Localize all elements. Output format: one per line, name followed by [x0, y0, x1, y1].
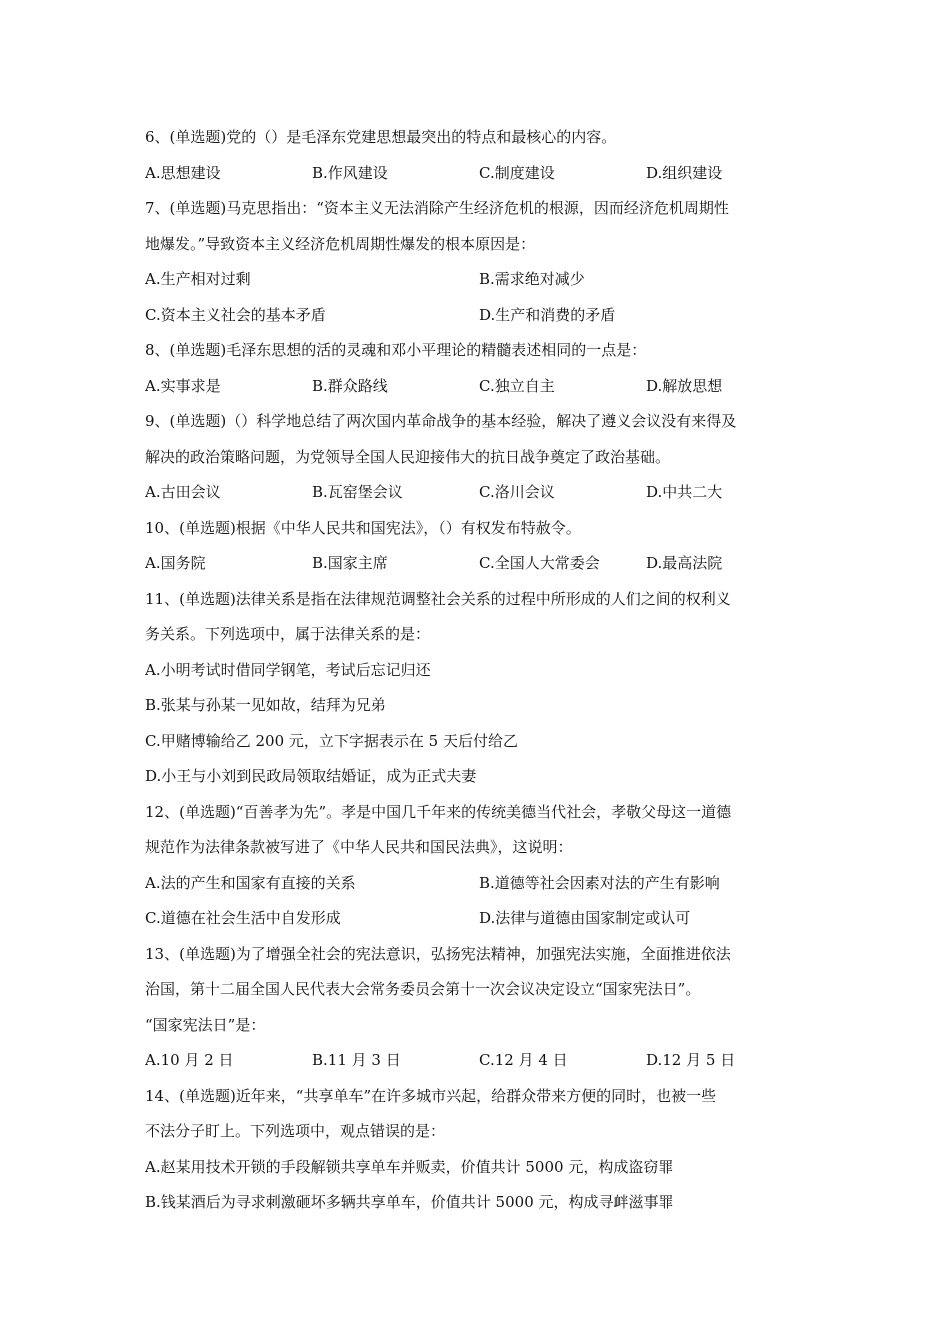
- option-d: D.组织建设: [646, 163, 723, 182]
- option-d: D.12 月 5 日: [646, 1051, 736, 1069]
- question-11-stem-line-1: 11、(单选题)法律关系是指在法律规范调整社会关系的过程中所形成的人们之间的权利义: [145, 589, 731, 608]
- option-a: A.思想建设: [145, 163, 221, 182]
- question-6-stem: 6、(单选题)党的（）是毛泽东党建思想最突出的特点和最核心的内容。: [145, 128, 617, 146]
- question-11-option-b: B.张某与孙某一见如故，结拜为兄弟: [145, 696, 386, 714]
- option-c: C.制度建设: [479, 163, 555, 182]
- option-a: A.实事求是: [145, 376, 221, 395]
- option-d: D.中共二大: [646, 483, 723, 501]
- question-8-stem: 8、(单选题)毛泽东思想的活的灵魂和邓小平理论的精髓表述相同的一点是：: [145, 341, 647, 359]
- question-11-stem-line-2: 务关系。下列选项中，属于法律关系的是：: [145, 625, 431, 643]
- question-13-stem-line-2: 治国，第十二届全国人民代表大会常务委员会第十一次会议决定设立“国家宪法日”。: [145, 980, 701, 998]
- question-7-stem-line-2: 地爆发。”导致资本主义经济危机周期性爆发的根本原因是：: [145, 234, 536, 253]
- option-b: B.11 月 3 日: [312, 1051, 401, 1069]
- option-a: A.生产相对过剩: [145, 270, 251, 288]
- question-13-stem-line-1: 13、(单选题)为了增强全社会的宪法意识，弘扬宪法精神，加强宪法实施，全面推进依法: [145, 944, 731, 963]
- question-6-options: [145, 156, 810, 192]
- question-12-options-row-2: [145, 901, 810, 937]
- option-b: B.道德等社会因素对法的产生有影响: [479, 873, 720, 892]
- question-12-options-row-1: [145, 866, 810, 902]
- question-13-options: [145, 1043, 810, 1079]
- question-10-options: [145, 546, 810, 582]
- option-c: C.12 月 4 日: [479, 1051, 568, 1069]
- question-14-stem-line-1: 14、(单选题)近年来，“共享单车”在许多城市兴起，给群众带来方便的同时，也被一些: [145, 1086, 717, 1105]
- question-9-stem-line-2: 解决的政治策略问题，为党领导全国人民迎接伟大的抗日战争奠定了政治基础。: [145, 447, 671, 466]
- option-b: B.作风建设: [312, 163, 388, 182]
- question-9-stem-line-1: 9、(单选题)（）科学地总结了两次国内革命战争的基本经验，解决了遵义会议没有来得及: [145, 412, 737, 430]
- question-13-stem-line-3: “国家宪法日”是：: [145, 1015, 266, 1034]
- option-d: D.法律与道德由国家制定或认可: [479, 909, 691, 927]
- question-10-stem: 10、(单选题)根据《中华人民共和国宪法》，（）有权发布特赦令。: [145, 518, 581, 537]
- option-c: C.资本主义社会的基本矛盾: [145, 305, 326, 324]
- question-8-options: [145, 369, 810, 405]
- option-d: D.生产和消费的矛盾: [479, 305, 616, 324]
- option-b: B.瓦窑堡会议: [312, 483, 403, 501]
- question-12-stem-line-2: 规范作为法律条款被写进了《中华人民共和国民法典》，这说明：: [145, 838, 573, 856]
- option-b: B.群众路线: [312, 376, 388, 395]
- question-14-option-a: A.赵某用技术开锁的手段解锁共享单车并贩卖，价值共计 5000 元，构成盗窃罪: [145, 1157, 674, 1176]
- option-a: A.法的产生和国家有直接的关系: [145, 873, 356, 892]
- option-c: C.洛川会议: [479, 483, 555, 501]
- question-7-stem-line-1: 7、(单选题)马克思指出：“资本主义无法消除产生经济危机的根源，因而经济危机周期性: [145, 199, 729, 217]
- question-list: [145, 120, 810, 1221]
- question-12-stem-line-1: 12、(单选题)“百善孝为先”。孝是中国几千年来的传统美德当代社会，孝敬父母这一道德: [145, 802, 732, 821]
- option-a: A.10 月 2 日: [145, 1051, 234, 1069]
- option-b: B.需求绝对减少: [479, 270, 585, 288]
- option-c: C.全国人大常委会: [479, 554, 600, 572]
- option-a: A.国务院: [145, 554, 206, 572]
- question-9-options: [145, 475, 810, 511]
- question-11-option-d: D.小王与小刘到民政局领取结婚证，成为正式夫妻: [145, 767, 477, 785]
- question-11-option-a: A.小明考试时借同学钢笔，考试后忘记归还: [145, 660, 431, 679]
- question-14-option-b: B.钱某酒后为寻求刺激砸坏多辆共享单车，价值共计 5000 元，构成寻衅滋事罪: [145, 1193, 674, 1211]
- option-a: A.古田会议: [145, 483, 221, 501]
- question-14-stem-line-2: 不法分子盯上。下列选项中，观点错误的是：: [145, 1122, 446, 1140]
- question-7-options-row-2: [145, 298, 810, 334]
- option-d: D.解放思想: [646, 376, 723, 395]
- question-11-option-c: C.甲赌博输给乙 200 元，立下字据表示在 5 天后付给乙: [145, 731, 518, 750]
- option-c: C.道德在社会生活中自发形成: [145, 909, 341, 927]
- option-c: C.独立自主: [479, 376, 555, 395]
- option-d: D.最高法院: [646, 554, 723, 572]
- option-b: B.国家主席: [312, 554, 388, 572]
- question-7-options-row-1: [145, 262, 810, 298]
